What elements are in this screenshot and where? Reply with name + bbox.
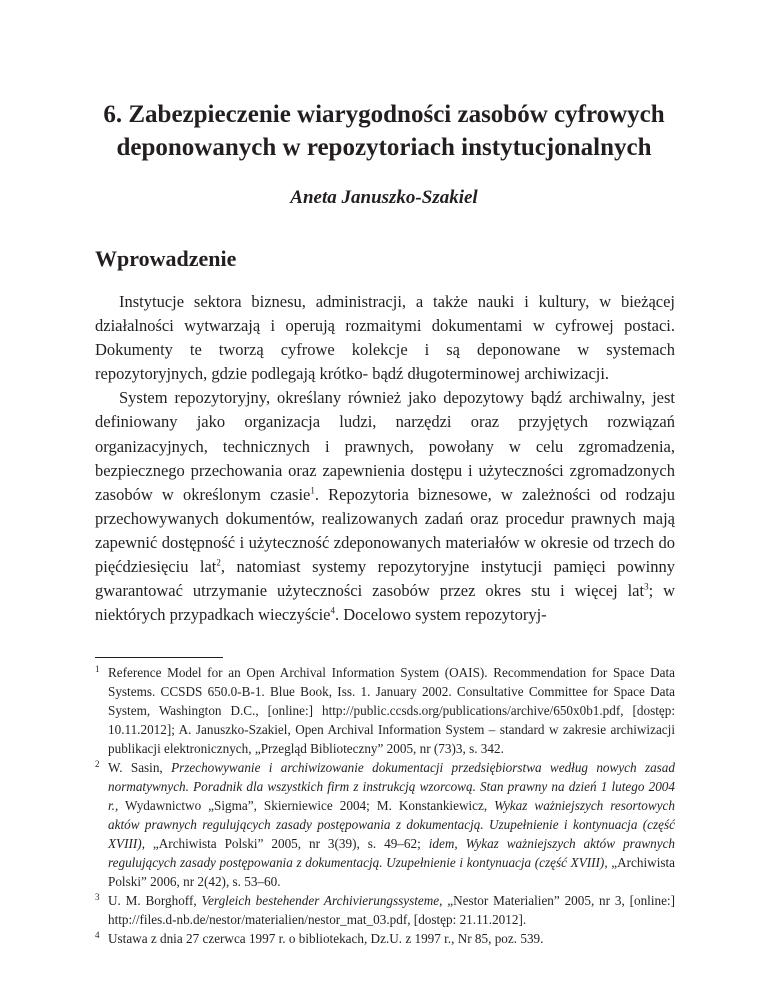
footnote-italic-title: Wykaz ważniejszych resortowych aktów prawnych regulujących zasady postępowania z dokumentacją. Uzupełnienie i kontynuacja (część XVIII) [108, 798, 675, 851]
footnote-text: Ustawa z dnia 27 czerwca 1997 r. o bibliotekach, Dz.U. z 1997 r., Nr 85, poz. 539. [108, 931, 544, 946]
paragraph-2-part-a: System repozytoryjny, określany również jako depozytowy bądź archiwalny, jest definiowany jako organizacja ludzi, narzędzi oraz przyjętych rozwiązań organizacyjnych, technicznych i prawnych, powołany w celu zgromadzenia, bezpiecznego przechowania oraz zapewnienia dostępu i użyteczności zgromadzonych zasobów w określonym czasie [95, 388, 675, 504]
footnotes [95, 663, 675, 948]
chapter-title [95, 98, 673, 164]
footnote-text: Reference Model for an Open Archival Information System (OAIS). Recommendation for Space Data Systems. CCSDS 650.0-B-1. Blue Book, Iss. 1. January 2002. Consultative Committee for Space Data System, Washington D.C., [online:] http://public.ccsds.org/publications/archive/650x0b1.pdf, [dostęp: 10.11.2012]; A. Januszko-Szakiel, Open Archival Information System – standard w zakresie archiwizacji publikacji elektronicznych, „Przegląd Biblioteczny” 2005, nr (73)3, s. 342. [108, 665, 675, 756]
paragraph-1: Instytucje sektora biznesu, administracji, a także nauki i kultury, w bieżącej działalności wytwarzają i operują rozmaitymi dokumentami w cyfrowej postaci. Dokumenty te tworzą cyfrowe kolekcje i są deponowane w systemach repozytoryjnych, gdzie podlegają krótko- bądź długoterminowej archiwizacji. [95, 292, 675, 384]
footnote-ref-3: 3 [644, 581, 649, 592]
section-heading: Wprowadzenie [95, 246, 237, 271]
footnote-text-part: W. Sasin, [108, 760, 172, 775]
footnote-number: 4 [95, 930, 100, 940]
footnote-text-part: , „Archiwista Polski” 2006, nr 2(42), s. 53–60. [108, 855, 676, 889]
paragraph-2-part-b: . Repozytoria biznesowe, w zależności od rodzaju przechowywanych dokumentów, realizowanych zadań oraz procedur prawnych mają zapewnić dostępność i użyteczność zdeponowanych materiałów w okresie od trzech do pięćdziesięciu lat [95, 484, 675, 577]
author-name: Aneta Januszko-Szakiel [290, 187, 478, 208]
footnote-ref-4: 4 [330, 605, 335, 616]
footnote-number: 3 [95, 892, 100, 902]
paragraph-2-part-d: ; w niektórych przypadkach wieczyście [95, 581, 675, 625]
chapter-title-line-2: deponowanych w repozytoriach instytucjonalnych [116, 134, 652, 161]
footnote-4 [95, 929, 675, 948]
footnote-italic-title: Wykaz ważniejszych aktów prawnych regulujących zasady postępowania z dokumentacją. Uzupełnienie i kontynuacja (część XVIII) [108, 836, 676, 870]
footnote-italic-idem: idem [428, 836, 455, 851]
footnote-2 [95, 758, 675, 891]
footnote-ref-1: 1 [310, 485, 315, 496]
footnote-ref-2: 2 [216, 557, 221, 568]
paragraph-2 [95, 386, 675, 627]
footnote-3 [95, 891, 675, 929]
paragraph-2-part-e: . Docelowo system repozytoryj- [334, 605, 547, 625]
paragraph-2-part-c: , natomiast systemy repozytoryjne instytucji pamięci powinny gwarantować utrzymanie użyteczności zasobów przez okres stu i więcej lat [95, 557, 675, 601]
footnote-divider [95, 657, 223, 658]
footnote-text-part: , „Archiwista Polski” 2005, nr 3(39), s. 49–62; [141, 836, 429, 851]
footnote-italic-title: Vergleich bestehender Archivierungssysteme [201, 893, 440, 908]
footnote-text-part: U. M. Borghoff, [108, 893, 202, 908]
footnote-text-part: , „Nestor Materialien” 2005, nr 3, [online:] http://files.d-nb.de/nestor/materialien/nestor_mat_03.pdf, [dostęp: 21.11.2012]. [108, 893, 675, 927]
footnote-number: 2 [95, 759, 100, 769]
footnote-1 [95, 663, 675, 758]
body-text [95, 290, 675, 627]
chapter-title-line-1: 6. Zabezpieczenie wiarygodności zasobów cyfrowych [103, 101, 665, 128]
footnote-text-part: , [454, 836, 466, 851]
footnote-italic-title: Przechowywanie i archiwizowanie dokumentacji przedsiębiorstwa według nowych zasad normatywnych. Poradnik dla wszystkich firm z instrukcją wzorcową. Stan prawny na dzień 1 lutego 2004 r. [108, 760, 675, 813]
footnote-text-part: , Wydawnictwo „Sigma”, Skierniewice 2004; M. Konstankiewicz, [114, 798, 495, 813]
footnote-number: 1 [95, 664, 100, 674]
